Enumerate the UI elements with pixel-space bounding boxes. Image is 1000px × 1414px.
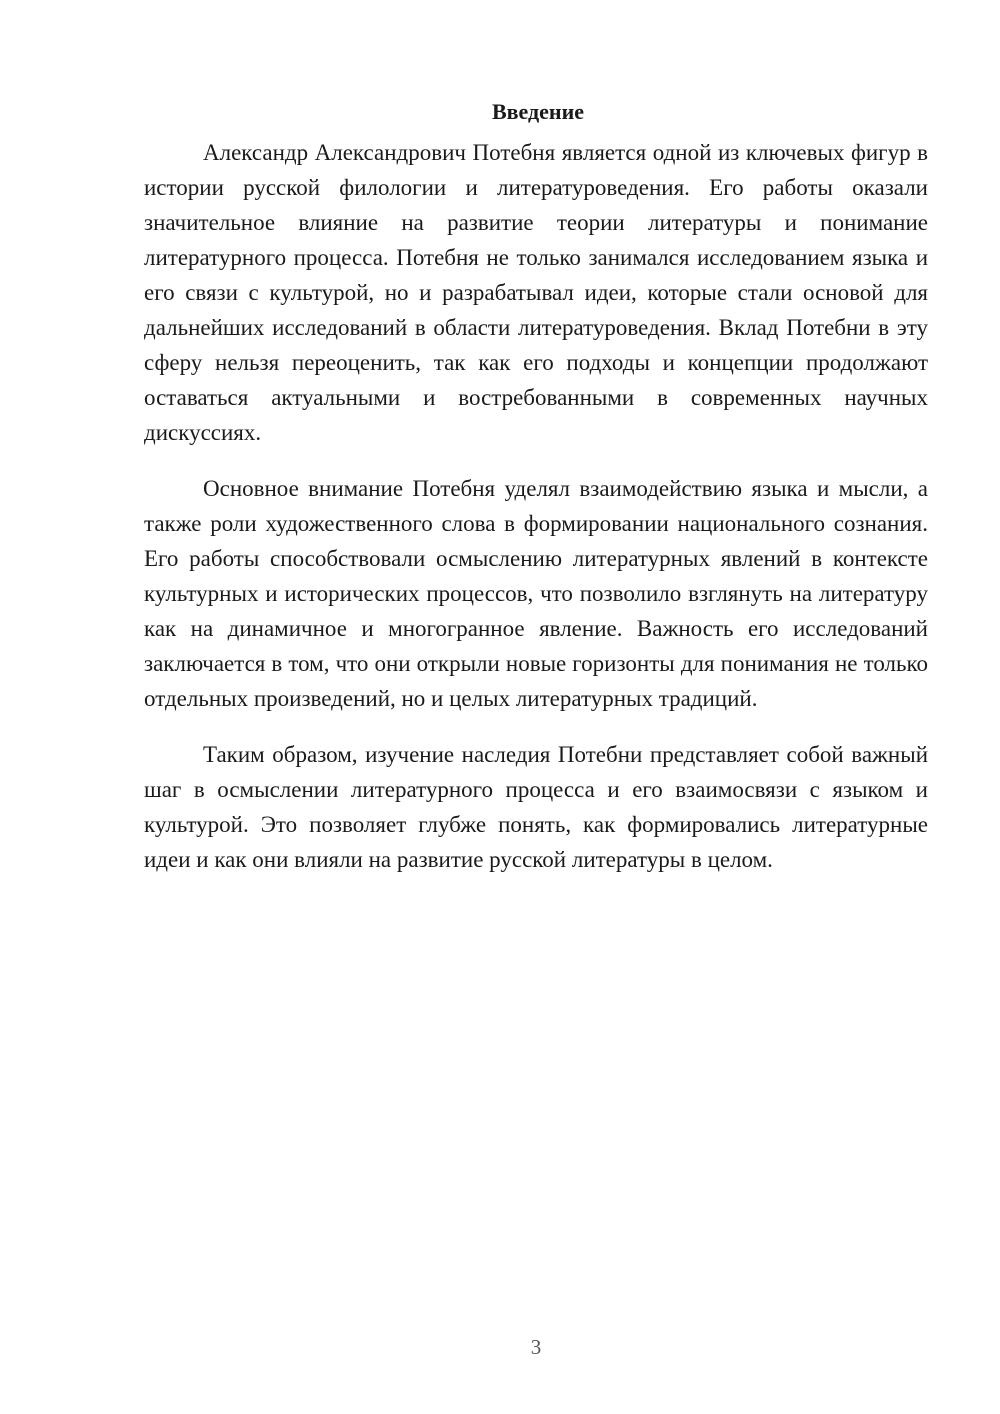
- paragraph-3: Таким образом, изучение наследия Потебни представляет собой важный шаг в осмыслении литературного процесса и его взаимосвязи с языком и культурой. Это позволяет глубже понять, как формировались литературные идеи и как они влияли на развитие русской литературы в целом.: [144, 742, 928, 872]
- page-body: [144, 98, 928, 898]
- paragraph-1: Александр Александрович Потебня является одной из ключевых фигур в истории русской филологии и литературоведения. Его работы оказали значительное влияние на развитие теории литературы и понимание литературного процесса. Потебня не только занимался исследованием языка и его связи с культурой, но и разрабатывал идеи, которые стали основой для дальнейших исследований в области литературоведения. Вклад Потебни в эту сферу нельзя переоценить, так как его подходы и концепции продолжают оставаться актуальными и востребованными в современных научных дискуссиях.: [144, 140, 928, 445]
- section-heading: Введение: [491, 99, 585, 124]
- paragraph-2: Основное внимание Потебня уделял взаимодействию языка и мысли, а также роли художественного слова в формировании национального сознания. Его работы способствовали осмыслению литературных явлений в контексте культурных и исторических процессов, что позволило взглянуть на литературу как на динамичное и многогранное явление. Важность его исследований заключается в том, что они открыли новые горизонты для понимания не только отдельных произведений, но и целых литературных традиций.: [144, 476, 928, 711]
- page-number: 3: [530, 1335, 542, 1359]
